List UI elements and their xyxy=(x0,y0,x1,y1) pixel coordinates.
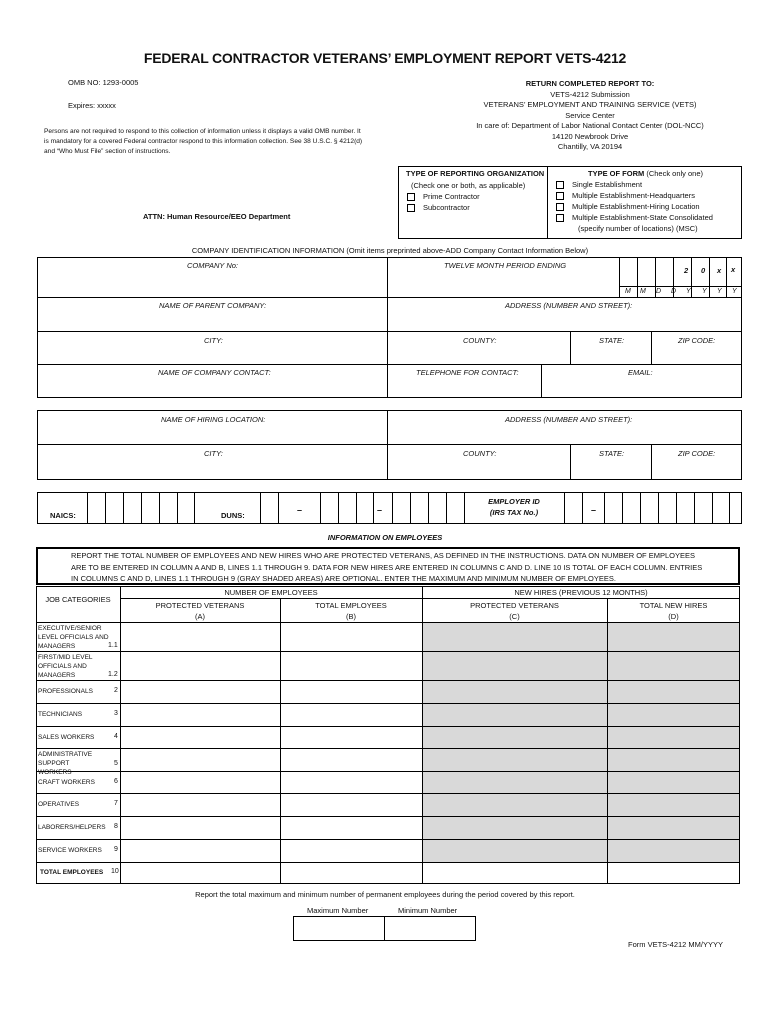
maxmin-note: Report the total maximum and minimum number of permanent employees during the period covered by this report. xyxy=(195,890,575,899)
subcontractor-label: Subcontractor xyxy=(423,203,470,212)
date-digit: x xyxy=(731,265,736,274)
row-label-admin: ADMINISTRATIVE SUPPORT WORKERS xyxy=(38,751,93,776)
min-number-field[interactable] xyxy=(384,916,476,941)
zip-label: ZIP CODE: xyxy=(678,336,716,345)
hiring-location-label: NAME OF HIRING LOCATION: xyxy=(161,415,266,424)
duns-dash: – xyxy=(377,505,383,515)
date-format: M xyxy=(625,288,631,295)
subcontractor-checkbox[interactable] xyxy=(407,204,415,212)
row-label-firstmid: FIRST/MID LEVEL OFFICIALS AND MANAGERS xyxy=(38,654,93,679)
col-c-letter: (C) xyxy=(509,612,520,621)
duns-label: DUNS: xyxy=(221,511,245,520)
form-footer: Form VETS-4212 MM/YYYY xyxy=(628,940,724,949)
new-hires-header: NEW HIRES (PREVIOUS 12 MONTHS) xyxy=(514,588,648,597)
form-type-heading xyxy=(588,169,703,180)
row-num: 3 xyxy=(114,710,118,717)
irs-tax-text: (IRS TAX No.) xyxy=(489,508,539,517)
return-line: VETERANS’ EMPLOYMENT AND TRAINING SERVICE (VETS) xyxy=(483,100,697,109)
hiring-city-label: CITY: xyxy=(204,449,223,458)
col-d-letter: (D) xyxy=(668,612,679,621)
job-categories-header: JOB CATEGORIES xyxy=(45,595,111,604)
expires: Expires: xxxxx xyxy=(68,101,116,110)
omb-number: OMB NO: 1293-0005 xyxy=(68,78,139,87)
col-c-title: PROTECTED VETERANS xyxy=(470,601,559,610)
hiring-county-label: COUNTY: xyxy=(463,449,497,458)
row-num: 4 xyxy=(114,733,118,740)
date-digit: x xyxy=(717,266,722,275)
row-num: 5 xyxy=(114,760,118,767)
email-label: EMAIL: xyxy=(628,368,653,377)
max-label: Maximum Number xyxy=(307,906,369,915)
date-format: D xyxy=(656,288,662,295)
max-number-field[interactable] xyxy=(293,916,385,941)
row-num: 2 xyxy=(114,687,118,694)
form-type-title: TYPE OF FORM xyxy=(588,169,645,178)
col-a-header xyxy=(120,600,280,622)
employer-id-text: EMPLOYER ID xyxy=(488,497,540,506)
date-format: Y xyxy=(717,288,722,295)
col-c-header xyxy=(422,600,607,622)
row-label-operatives: OPERATIVES xyxy=(38,801,80,808)
return-line: VETS-4212 Submission xyxy=(550,89,630,99)
date-format: Y xyxy=(732,288,737,295)
date-format: M xyxy=(640,288,646,295)
burden-notice: Persons are not required to respond to this collection of information unless it displays a valid OMB number. It is mandatory for a covered Federal contractor respond to this information collection. See 38 U.S.C. § 4212(d) and “Who Must File” section of instructions. xyxy=(44,128,363,155)
return-address xyxy=(420,79,760,153)
prime-contractor-label: Prime Contractor xyxy=(423,192,480,201)
row-num: 1.1 xyxy=(108,642,118,649)
col-d-header xyxy=(607,600,740,622)
contact-label: NAME OF COMPANY CONTACT: xyxy=(158,368,271,377)
hiring-state-label: STATE: xyxy=(599,449,625,458)
address-label: ADDRESS (NUMBER AND STREET): xyxy=(505,301,633,310)
prime-contractor-option[interactable] xyxy=(407,192,480,203)
org-type-note: (Check one or both, as applicable) xyxy=(411,181,526,190)
parent-company-label: NAME OF PARENT COMPANY: xyxy=(159,301,267,310)
ein-dash: – xyxy=(591,505,597,515)
min-label: Minimum Number xyxy=(398,906,458,915)
hiring-zip-label: ZIP CODE: xyxy=(678,449,716,458)
col-d-title: TOTAL NEW HIRES xyxy=(639,601,708,610)
col-b-header xyxy=(280,600,422,622)
single-checkbox[interactable] xyxy=(556,181,564,189)
telephone-label: TELEPHONE FOR CONTACT: xyxy=(416,368,519,377)
hiring-checkbox[interactable] xyxy=(556,203,564,211)
row-num: 7 xyxy=(114,800,118,807)
page-title: FEDERAL CONTRACTOR VETERANS’ EMPLOYMENT REPORT VETS-4212 xyxy=(143,50,627,66)
id-numbers-row xyxy=(37,492,742,524)
row-label-professionals: PROFESSIONALS xyxy=(38,688,93,695)
row-label-sales: SALES WORKERS xyxy=(38,734,95,741)
row-num: 1.2 xyxy=(108,671,118,678)
optional-shaded-area xyxy=(423,622,739,862)
row-num: 9 xyxy=(114,846,118,853)
date-digit: 2 xyxy=(684,266,689,275)
duns-dash: – xyxy=(297,505,303,515)
return-line: Chantilly, VA 20194 xyxy=(557,142,623,151)
form-option-hq[interactable] xyxy=(556,191,695,202)
form-option-label: Multiple Establishment-State Consolidated xyxy=(572,213,713,222)
employer-id-label xyxy=(464,496,564,518)
row-label-exec: EXECUTIVE/SENIOR LEVEL OFFICIALS AND MANAGERS xyxy=(38,625,109,650)
info-heading: INFORMATION ON EMPLOYEES xyxy=(327,533,443,542)
col-a-letter: (A) xyxy=(195,612,205,621)
prime-contractor-checkbox[interactable] xyxy=(407,193,415,201)
naics-label: NAICS: xyxy=(50,511,76,520)
date-format: Y xyxy=(686,288,691,295)
return-line: In care of: Department of Labor National Contact Center (DOL-NCC) xyxy=(476,121,704,130)
date-digit: 0 xyxy=(701,266,706,275)
row-num: 10 xyxy=(111,868,119,875)
org-type-heading: TYPE OF REPORTING ORGANIZATION xyxy=(406,169,545,178)
return-line: 14120 Newbrook Drive xyxy=(551,131,629,141)
state-checkbox[interactable] xyxy=(556,214,564,222)
row-num: 6 xyxy=(114,778,118,785)
row-label-technicians: TECHNICIANS xyxy=(38,711,83,718)
num-employees-header: NUMBER OF EMPLOYEES xyxy=(224,588,318,597)
form-option-state[interactable] xyxy=(556,213,713,224)
col-b-title: TOTAL EMPLOYEES xyxy=(315,601,387,610)
subcontractor-option[interactable] xyxy=(407,203,470,214)
hq-checkbox[interactable] xyxy=(556,192,564,200)
form-option-hiring[interactable] xyxy=(556,202,700,213)
col-b-letter: (B) xyxy=(346,612,356,621)
row-label-service: SERVICE WORKERS xyxy=(38,847,102,854)
instructions-text: REPORT THE TOTAL NUMBER OF EMPLOYEES AND NEW HIRES WHO ARE PROTECTED VETERANS, AS DEFINED IN THE INSTRUCTIONS. DATA ON NUMBER OF EMPLOYEES ARE TO BE ENTERED IN COLUMN A AND B, LINES 1.1 THROUGH 9. DATA FOR NEW HIRES ARE ENTERED IN COLUMNS C AND D. LINE 10 IS TOTAL OF EACH COLUMN. ENTRIES IN COLUMNS C AND D, LINES 1.1 THROUGH 9 (GRAY SHADED AREAS) ARE OPTIONAL. ENTER THE MAXIMUM AND MINIMUM NUMBER OF EMPLOYEES. xyxy=(71,551,703,583)
company-info-heading: COMPANY IDENTIFICATION INFORMATION (Omit items preprinted above-ADD Company Contact Information Below) xyxy=(191,246,589,255)
state-label: STATE: xyxy=(599,336,625,345)
row-label-craft: CRAFT WORKERS xyxy=(38,779,95,786)
county-label: COUNTY: xyxy=(463,336,497,345)
row-num: 8 xyxy=(114,823,118,830)
form-option-single[interactable] xyxy=(556,180,642,191)
attn-line: ATTN: Human Resource/EEO Department xyxy=(143,212,291,221)
form-option-label: Multiple Establishment-Hiring Location xyxy=(572,202,700,211)
date-format: D xyxy=(671,288,677,295)
twelve-month-label: TWELVE MONTH PERIOD ENDING xyxy=(444,261,567,270)
form-option-extra: (specify number of locations) (MSC) xyxy=(578,224,698,233)
hiring-address-label: ADDRESS (NUMBER AND STREET): xyxy=(505,415,633,424)
form-option-label: Multiple Establishment-Headquarters xyxy=(572,191,695,200)
hiring-location-block xyxy=(37,410,742,480)
row-label-laborers: LABORERS/HELPERS xyxy=(38,824,106,831)
row-label-total: TOTAL EMPLOYEES xyxy=(40,869,104,876)
form-option-label: Single Establishment xyxy=(572,180,643,189)
company-no-label: COMPANY No: xyxy=(187,261,238,270)
return-heading: RETURN COMPLETED REPORT TO: xyxy=(525,79,655,88)
col-a-title: PROTECTED VETERANS xyxy=(155,601,245,610)
return-line: Service Center xyxy=(565,110,615,120)
form-type-note: (Check only one) xyxy=(644,169,704,178)
city-label: CITY: xyxy=(204,336,223,345)
date-format: Y xyxy=(702,288,707,295)
